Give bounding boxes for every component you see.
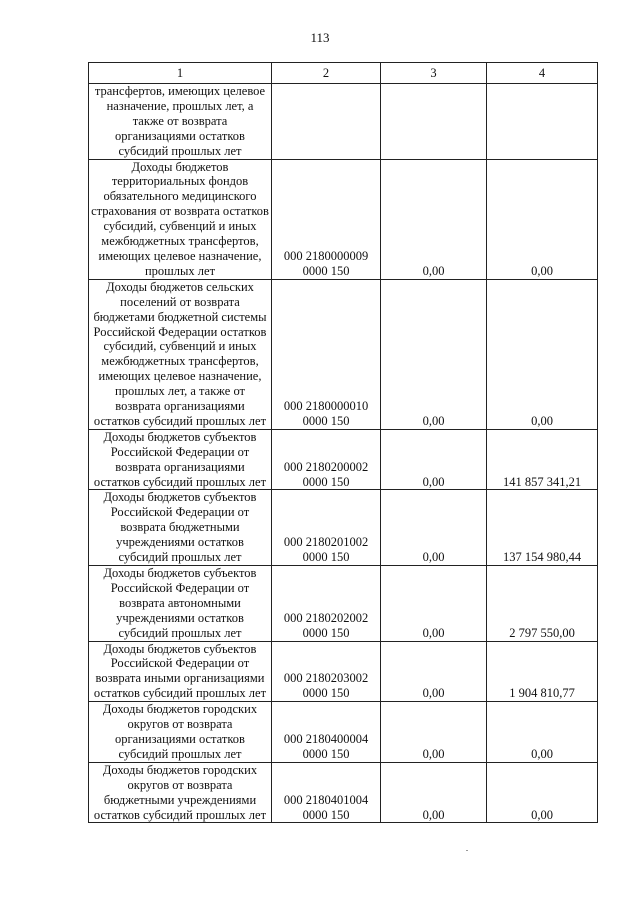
code-part-1: 000 2180201002	[283, 535, 369, 550]
value-column-4: 0,00	[487, 279, 598, 429]
table-header-row	[89, 63, 598, 84]
code-part-2: 0000 150	[302, 625, 350, 640]
value-column-3: 0,00	[381, 702, 487, 763]
revenue-code	[272, 84, 381, 160]
value-column-3: 0,00	[381, 490, 487, 566]
table-row	[89, 84, 598, 160]
code-part-1: 000 2180401004	[283, 792, 369, 807]
table-row	[89, 490, 598, 566]
value-column-4	[487, 84, 598, 160]
value-column-4: 137 154 980,44	[487, 490, 598, 566]
value-column-3: 0,00	[381, 279, 487, 429]
value-column-4: 0,00	[487, 762, 598, 823]
revenue-name: Доходы бюджетов городских округов от возврата организациями остатков субсидий прошлых лет	[89, 702, 272, 763]
budget-revenue-table	[88, 62, 598, 823]
revenue-name: Доходы бюджетов территориальных фондов обязательного медицинского страхования от возврата остатков субсидий, субвенций и иных межбюджетных трансфертов, имеющих целевое назначение, прошлых лет	[89, 159, 272, 279]
value-column-3: 0,00	[381, 429, 487, 490]
table-row	[89, 702, 598, 763]
revenue-name: трансфертов, имеющих целевое назначение, прошлых лет, а также от возврата организациями остатков субсидий прошлых лет	[89, 84, 272, 160]
value-column-3: 0,00	[381, 641, 487, 702]
revenue-code	[272, 159, 381, 279]
column-header-4: 4	[487, 63, 598, 84]
revenue-name: Доходы бюджетов сельских поселений от возврата бюджетами бюджетной системы Российской Федерации остатков субсидий, субвенций и иных межбюджетных трансфертов, имеющих целевое назначение, прошлых лет, а также от возврата организациями остатков субсидий прошлых лет	[89, 279, 272, 429]
revenue-name: Доходы бюджетов субъектов Российской Федерации от возврата автономными учреждениями остатков субсидий прошлых лет	[89, 566, 272, 642]
code-part-1: 000 2180202002	[283, 610, 369, 625]
value-column-4: 0,00	[487, 702, 598, 763]
code-part-2: 0000 150	[302, 550, 350, 565]
code-part-1: 000 2180000009	[283, 248, 369, 263]
code-part-1: 000 2180400004	[283, 731, 369, 746]
revenue-code	[272, 762, 381, 823]
value-column-4: 2 797 550,00	[487, 566, 598, 642]
value-column-4: 0,00	[487, 159, 598, 279]
value-column-3	[381, 84, 487, 160]
page-number: 113	[310, 30, 330, 45]
revenue-name: Доходы бюджетов субъектов Российской Федерации от возврата бюджетными учреждениями остатков субсидий прошлых лет	[89, 490, 272, 566]
code-part-2: 0000 150	[302, 263, 350, 278]
value-column-3: 0,00	[381, 762, 487, 823]
scan-speck	[466, 850, 468, 851]
table-row	[89, 566, 598, 642]
table-row	[89, 159, 598, 279]
code-part-2: 0000 150	[302, 474, 350, 489]
revenue-name: Доходы бюджетов субъектов Российской Федерации от возврата иными организациями остатков субсидий прошлых лет	[89, 641, 272, 702]
table-row	[89, 762, 598, 823]
table-row	[89, 429, 598, 490]
code-part-2: 0000 150	[302, 686, 350, 701]
revenue-code	[272, 566, 381, 642]
column-header-2: 2	[272, 63, 381, 84]
code-part-1: 000 2180200002	[283, 459, 369, 474]
value-column-4: 141 857 341,21	[487, 429, 598, 490]
column-header-1: 1	[89, 63, 272, 84]
code-part-2: 0000 150	[302, 807, 350, 822]
value-column-3: 0,00	[381, 566, 487, 642]
code-part-1: 000 2180000010	[283, 399, 369, 414]
revenue-code	[272, 641, 381, 702]
table-row	[89, 641, 598, 702]
revenue-name: Доходы бюджетов субъектов Российской Федерации от возврата организациями остатков субсидий прошлых лет	[89, 429, 272, 490]
revenue-name: Доходы бюджетов городских округов от возврата бюджетными учреждениями остатков субсидий прошлых лет	[89, 762, 272, 823]
value-column-3: 0,00	[381, 159, 487, 279]
revenue-code	[272, 702, 381, 763]
revenue-code	[272, 429, 381, 490]
code-part-2: 0000 150	[302, 746, 350, 761]
revenue-code	[272, 279, 381, 429]
code-part-2: 0000 150	[302, 413, 350, 428]
table-row	[89, 279, 598, 429]
value-column-4: 1 904 810,77	[487, 641, 598, 702]
column-header-3: 3	[381, 63, 487, 84]
code-part-1: 000 2180203002	[283, 671, 369, 686]
revenue-code	[272, 490, 381, 566]
